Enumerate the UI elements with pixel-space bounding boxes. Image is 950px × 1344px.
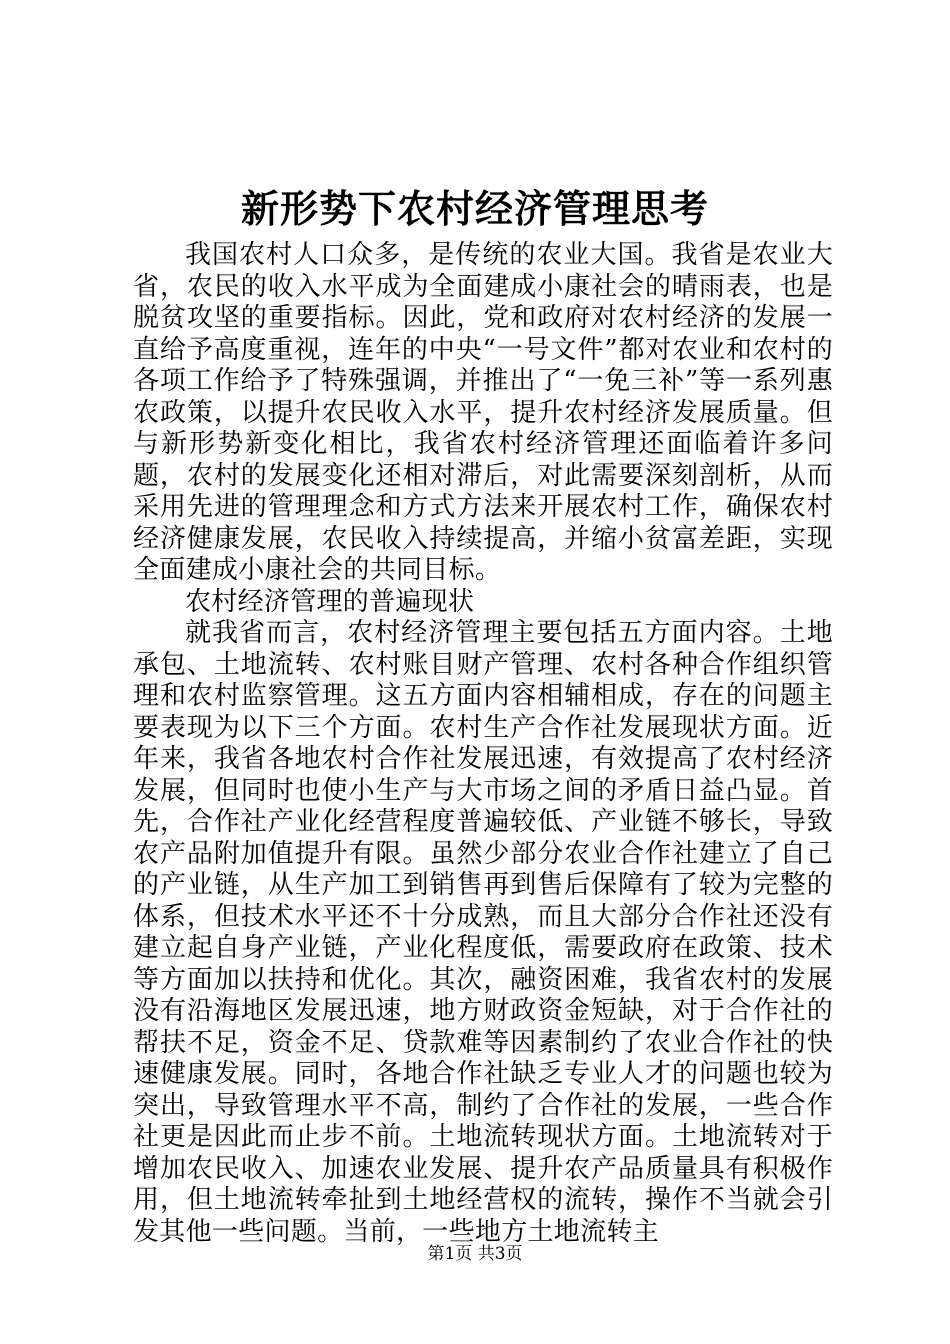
document-title: 新形势下农村经济管理思考 xyxy=(240,186,709,231)
paragraph-intro: 我国农村人口众多，是传统的农业大国。我省是农业大省，农民的收入水平成为全面建成小康社会的晴雨表，也是脱贫攻坚的重要指标。因此，党和政府对农村经济的发展一直给予高度重视，连年的中央“一号文件”都对农业和农村的各项工作给予了特殊强调，并推出了“一免三补”等一系列惠农政策，以提升农民收入水平，提升农村经济发展质量。但与新形势新变化相比，我省农村经济管理还面临着许多问题，农村的发展变化还相对滞后，对此需要深刻剖析，从而采用先进的管理理念和方式方法来开展农村工作，确保农村经济健康发展，农民收入持续提高，并缩小贫富差距，实现全面建成小康社会的共同目标。 xyxy=(133,240,833,585)
section-heading: 农村经济管理的普遍现状 xyxy=(185,586,475,617)
page-footer: 第1页 共3页 xyxy=(427,1244,523,1264)
document-body xyxy=(133,240,833,1248)
paragraph-status: 就我省而言，农村经济管理主要包括五方面内容。土地承包、土地流转、农村账目财产管理、农村各种合作组织管理和农村监察管理。这五方面内容相辅相成，存在的问题主要表现为以下三个方面。农村生产合作社发展现状方面。近年来，我省各地农村合作社发展迅速，有效提高了农村经济发展，但同时也使小生产与大市场之间的矛盾日益凸显。首先，合作社产业化经营程度普遍较低、产业链不够长，导致农产品附加值提升有限。虽然少部分农业合作社建立了自己的产业链，从生产加工到销售再到售后保障有了较为完整的体系，但技术水平还不十分成熟，而且大部分合作社还没有建立起自身产业链，产业化程度低，需要政府在政策、技术等方面加以扶持和优化。其次，融资困难，我省农村的发展没有沿海地区发展迅速，地方财政资金短缺，对于合作社的帮扶不足，资金不足、贷款难等因素制约了农业合作社的快速健康发展。同时，各地合作社缺乏专业人才的问题也较为突出，导致管理水平不高，制约了合作社的发展，一些合作社更是因此而止步不前。土地流转现状方面。土地流转对于增加农民收入、加速农业发展、提升农产品质量具有积极作用，但土地流转牵扯到土地经营权的流转，操作不当就会引发其他一些问题。当前，一些地方土地流转主 xyxy=(133,618,833,1247)
